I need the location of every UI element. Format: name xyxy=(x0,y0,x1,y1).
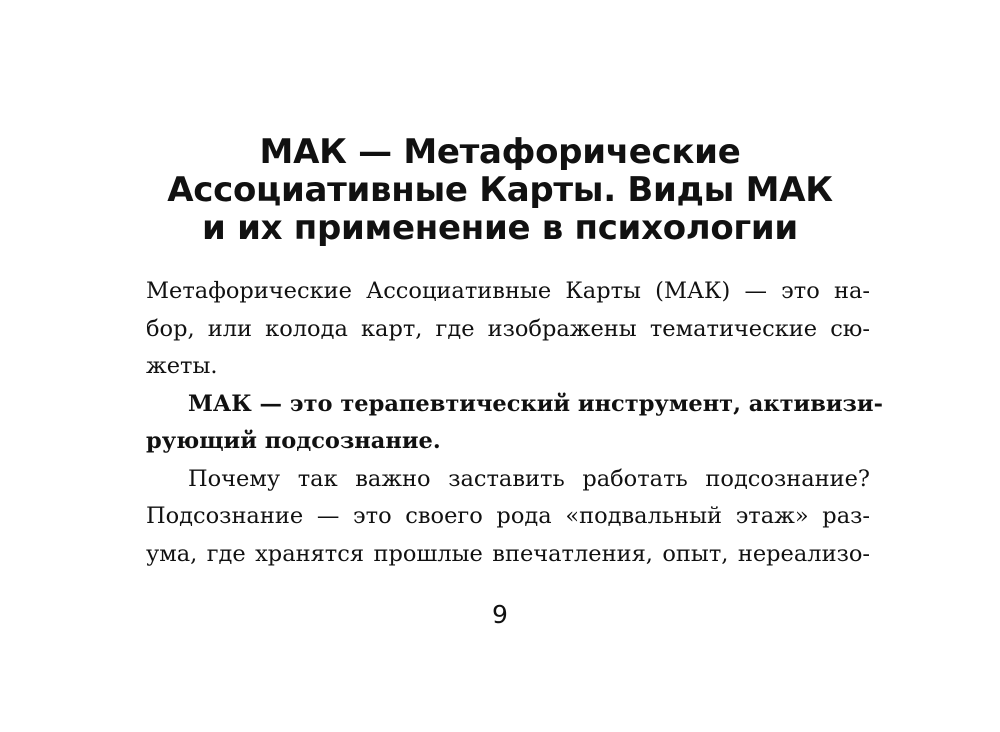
text-line: Метафорические Ассоциативные Карты (МАК) — это на- xyxy=(146,278,870,304)
text-line: бор, или колода карт, где изображены тематические сю- xyxy=(146,315,870,342)
paragraph-subconscious xyxy=(146,461,870,574)
chapter-title-line: Ассоциативные Карты. Виды МАК xyxy=(167,170,833,210)
paragraph-definition xyxy=(146,273,870,386)
text-line: Почему так важно заставить работать подсознание? xyxy=(188,465,870,492)
chapter-title-line: МАК — Метафорические xyxy=(259,132,741,172)
chapter-title-line: и их применение в психологии xyxy=(202,208,798,248)
chapter-title xyxy=(100,133,900,247)
text-line: МАК — это терапевтический инструмент, активизи- xyxy=(188,390,883,417)
paragraph-emphasis xyxy=(146,386,883,461)
text-line: рующий подсознание. xyxy=(146,428,441,454)
page-number: 9 xyxy=(492,600,508,629)
body-text xyxy=(146,273,883,573)
text-line: ума, где хранятся прошлые впечатления, опыт, нереализо- xyxy=(146,540,870,567)
text-line: Подсознание — это своего рода «подвальный этаж» раз- xyxy=(146,503,870,529)
text-line: жеты. xyxy=(146,353,218,379)
